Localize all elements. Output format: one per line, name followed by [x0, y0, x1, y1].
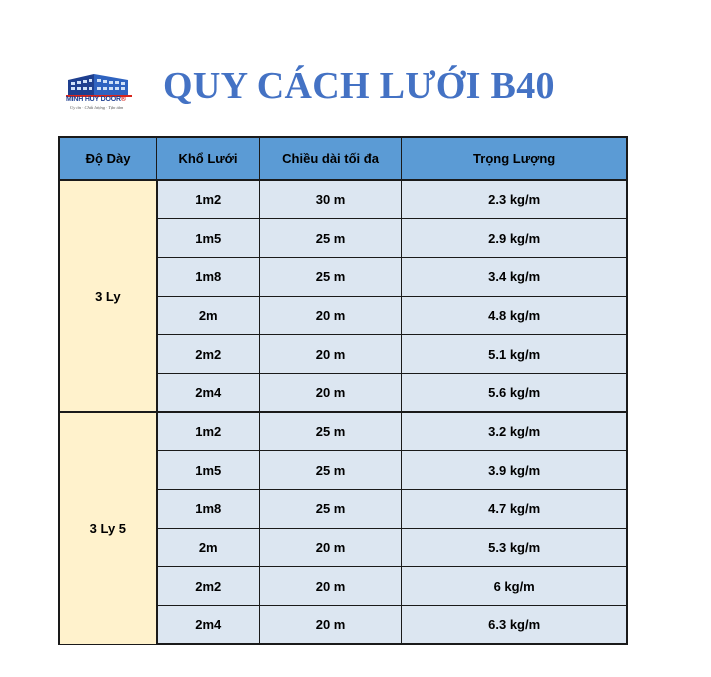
- weight-cell: 3.4 kg/m: [402, 257, 627, 296]
- max-length-cell: 30 m: [259, 180, 402, 219]
- table-row: [59, 412, 627, 451]
- weight-cell: 5.3 kg/m: [402, 528, 627, 567]
- width-cell: 1m5: [157, 451, 260, 490]
- company-logo: [66, 72, 134, 122]
- max-length-cell: 20 m: [259, 335, 402, 374]
- weight-cell: 4.8 kg/m: [402, 296, 627, 335]
- width-cell: 1m2: [157, 412, 260, 451]
- logo-tagline: Uy tín · Chất lượng · Tận tâm: [70, 105, 124, 110]
- width-cell: 1m8: [157, 257, 260, 296]
- header-max-length: Chiều dài tối đa: [259, 137, 402, 180]
- max-length-cell: 20 m: [259, 567, 402, 606]
- weight-cell: 6 kg/m: [402, 567, 627, 606]
- weight-cell: 3.2 kg/m: [402, 412, 627, 451]
- width-cell: 1m8: [157, 490, 260, 529]
- spec-table: [58, 136, 628, 645]
- max-length-cell: 25 m: [259, 451, 402, 490]
- weight-cell: 4.7 kg/m: [402, 490, 627, 529]
- weight-cell: 2.3 kg/m: [402, 180, 627, 219]
- header-weight: Trọng Lượng: [402, 137, 627, 180]
- header-width: Khổ Lưới: [157, 137, 260, 180]
- weight-cell: 5.1 kg/m: [402, 335, 627, 374]
- max-length-cell: 20 m: [259, 606, 402, 645]
- max-length-cell: 25 m: [259, 257, 402, 296]
- width-cell: 2m: [157, 528, 260, 567]
- weight-cell: 3.9 kg/m: [402, 451, 627, 490]
- page-title: QUY CÁCH LƯỚI B40: [163, 65, 555, 107]
- logo-brand-text: MINH HUY DOOR®: [66, 96, 126, 103]
- max-length-cell: 20 m: [259, 373, 402, 412]
- width-cell: 2m4: [157, 373, 260, 412]
- max-length-cell: 25 m: [259, 490, 402, 529]
- weight-cell: 2.9 kg/m: [402, 219, 627, 258]
- max-length-cell: 20 m: [259, 296, 402, 335]
- width-cell: 2m2: [157, 567, 260, 606]
- building-logo-icon: [66, 72, 134, 98]
- thickness-cell: 3 Ly: [59, 180, 157, 412]
- width-cell: 2m4: [157, 606, 260, 645]
- max-length-cell: 20 m: [259, 528, 402, 567]
- thickness-cell: 3 Ly 5: [59, 412, 157, 644]
- width-cell: 2m: [157, 296, 260, 335]
- weight-cell: 5.6 kg/m: [402, 373, 627, 412]
- max-length-cell: 25 m: [259, 219, 402, 258]
- max-length-cell: 25 m: [259, 412, 402, 451]
- width-cell: 1m5: [157, 219, 260, 258]
- header-thickness: Độ Dày: [59, 137, 157, 180]
- weight-cell: 6.3 kg/m: [402, 606, 627, 645]
- table-row: [59, 180, 627, 219]
- width-cell: 1m2: [157, 180, 260, 219]
- width-cell: 2m2: [157, 335, 260, 374]
- table-header-row: [59, 137, 627, 180]
